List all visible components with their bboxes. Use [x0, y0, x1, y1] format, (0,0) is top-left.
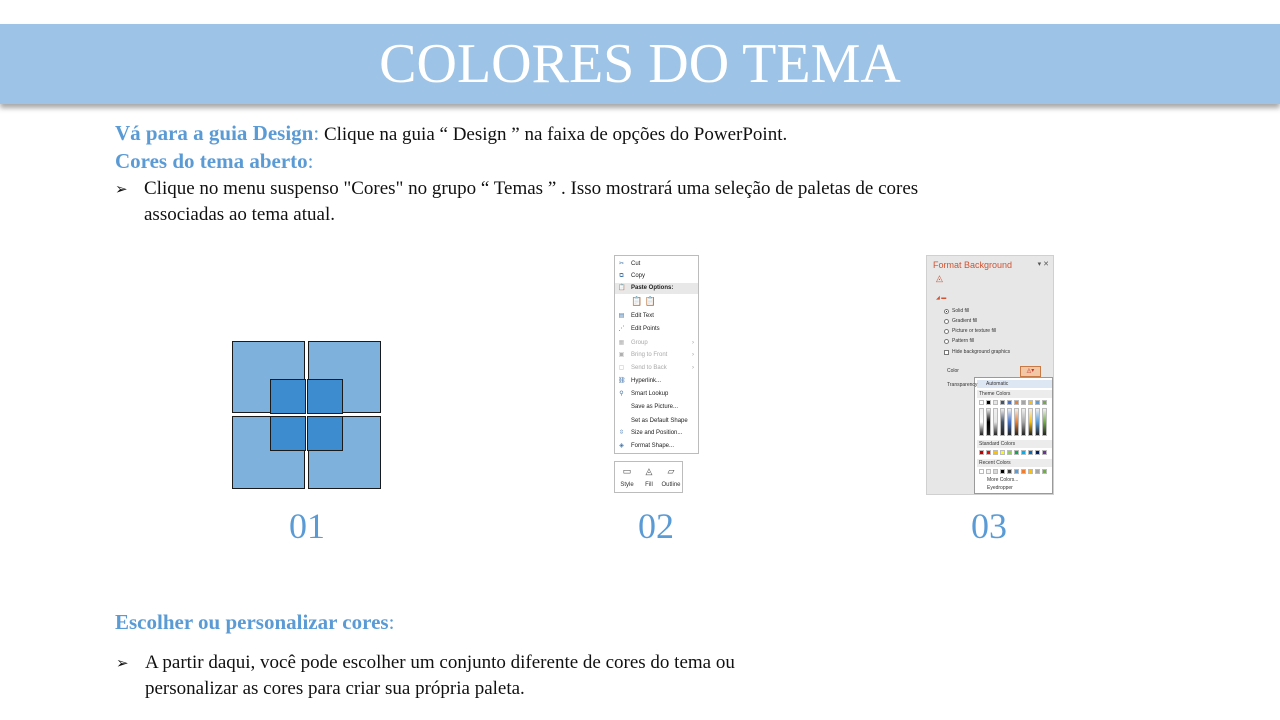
step2-bullet-line2: associadas ao tema atual. — [144, 204, 335, 225]
menu-item-format-shape — [615, 441, 698, 452]
minibar-label: Outline — [661, 482, 681, 488]
menu-item-group — [615, 338, 698, 349]
step3-bullet-line2: personalizar as cores para criar sua própria paleta. — [145, 678, 525, 699]
scissors-icon: ✂ — [618, 261, 625, 267]
theme-shade-column — [1021, 408, 1026, 436]
theme-shade-column — [1042, 408, 1047, 436]
menu-item-label: Paste Options: — [631, 285, 674, 291]
fill-section-toggle-icon: ◢ ▬ — [936, 295, 947, 301]
color-swatch — [1028, 400, 1033, 405]
menu-item-size-and-position — [615, 428, 698, 439]
color-swatch — [1014, 469, 1019, 474]
square-inner-bl — [270, 416, 306, 451]
paste-icon: 📋 — [618, 285, 626, 291]
menu-item-save-as-picture — [615, 402, 698, 413]
context-menu — [614, 255, 699, 454]
theme-shade-column — [993, 408, 998, 436]
square-inner-tl — [270, 379, 306, 414]
menu-item-label: Save as Picture... — [631, 404, 679, 410]
arrow-bullet-icon: ➢ — [115, 180, 128, 198]
color-swatch — [1028, 450, 1033, 455]
menu-item-bring-to-front — [615, 350, 698, 361]
smart-lookup-icon: ⚲ — [619, 391, 624, 397]
more-colors-option: More Colors... — [987, 477, 1019, 483]
color-swatch — [1042, 450, 1047, 455]
color-swatch — [1035, 450, 1040, 455]
step2-heading: Cores do tema aberto — [115, 149, 308, 173]
format-background-pane — [926, 255, 1054, 495]
theme-shade-column — [1028, 408, 1033, 436]
color-label: Color — [947, 368, 959, 374]
menu-item-label: Format Shape... — [631, 443, 675, 449]
color-swatch — [1021, 469, 1026, 474]
theme-shade-column — [1035, 408, 1040, 436]
standard-colors-header: Standard Colors — [977, 440, 1052, 448]
color-swatch — [1014, 450, 1019, 455]
theme-shade-column — [1014, 408, 1019, 436]
color-swatch — [1028, 469, 1033, 474]
step1-text: Clique na guia “ Design ” na faixa de opções do PowerPoint. — [319, 124, 788, 145]
minibar-fill-button — [638, 465, 660, 491]
color-swatch — [979, 450, 984, 455]
hide-background-label: Hide background graphics — [952, 349, 1011, 355]
recent-colors-row — [979, 469, 1047, 474]
fill-option-label: Pattern fill — [952, 338, 975, 344]
fill-icon: ◬ — [645, 466, 653, 476]
size-position-icon: ⇳ — [618, 430, 625, 436]
fill-option-label: Solid fill — [952, 308, 970, 314]
square-inner-br — [307, 416, 343, 451]
color-swatch — [1000, 400, 1005, 405]
fill-option-radio — [944, 309, 949, 314]
menu-item-label: Edit Text — [631, 313, 654, 319]
theme-shade-column — [1007, 408, 1012, 436]
fill-option-radio — [944, 329, 949, 334]
color-swatch — [1007, 450, 1012, 455]
minibar-style-button — [616, 465, 638, 491]
theme-shade-column — [986, 408, 991, 436]
format-shape-icon: ◈ — [619, 443, 624, 449]
fill-option-label: Picture or texture fill — [952, 328, 997, 334]
eyedropper-option: Eyedropper — [987, 485, 1013, 491]
edit-text-icon: ▤ — [618, 313, 625, 319]
recent-colors-header: Recent Colors — [977, 459, 1052, 467]
color-swatch — [986, 469, 991, 474]
menu-item-label: Send to Back — [631, 365, 667, 371]
menu-item-label: Group — [631, 340, 648, 346]
menu-item-send-to-back — [615, 363, 698, 374]
menu-item-smart-lookup — [615, 389, 698, 400]
color-swatch — [1035, 400, 1040, 405]
send-back-icon: ▢ — [618, 365, 625, 371]
step2-heading-line — [115, 148, 314, 176]
paste-options-icons: 📋 📋 — [631, 296, 656, 306]
submenu-chevron-icon: › — [692, 365, 694, 371]
menu-item-set-as-default-shape — [615, 416, 698, 427]
step3-heading-line — [115, 609, 394, 637]
menu-item-label: Smart Lookup — [631, 391, 669, 397]
color-swatch — [986, 450, 991, 455]
color-swatch — [1035, 469, 1040, 474]
step2-colon: : — [307, 149, 314, 173]
pane-close-icon: ▾ ✕ — [1037, 261, 1049, 268]
color-swatch — [993, 400, 998, 405]
bring-front-icon: ▣ — [618, 352, 625, 358]
menu-item-label: Size and Position... — [631, 430, 683, 436]
color-swatch — [993, 450, 998, 455]
automatic-color-option: Automatic — [977, 380, 1052, 388]
figure-number-1: 01 — [289, 506, 325, 546]
theme-shade-column — [979, 408, 984, 436]
step3-bullet-line1: A partir daqui, você pode escolher um conjunto diferente de cores do tema ou — [145, 652, 735, 673]
mini-toolbar — [614, 461, 683, 493]
color-swatch — [1021, 400, 1026, 405]
menu-item-paste-options — [615, 283, 698, 294]
hyperlink-icon: ⛓ — [618, 378, 626, 384]
submenu-chevron-icon: › — [692, 340, 694, 346]
fill-option-radio — [944, 339, 949, 344]
figure-number-3: 03 — [971, 506, 1007, 546]
group-icon: ▦ — [618, 340, 625, 346]
color-swatch — [1000, 469, 1005, 474]
color-picker-button: ◬▾ — [1020, 366, 1041, 377]
menu-item-label: Bring to Front — [631, 352, 668, 358]
step1-line — [115, 120, 787, 148]
menu-item-copy — [615, 271, 698, 282]
edit-points-icon: ⋰ — [618, 326, 625, 332]
slide-title: COLORES DO TEMA — [379, 33, 901, 95]
menu-item-label: Set as Default Shape — [631, 418, 688, 424]
fill-option-label: Gradient fill — [952, 318, 978, 324]
color-swatch — [993, 469, 998, 474]
color-swatch — [979, 469, 984, 474]
color-swatch — [1042, 469, 1047, 474]
fill-bucket-icon: ◬ — [936, 273, 943, 283]
arrow-bullet-icon: ➢ — [116, 654, 129, 672]
menu-item-cut — [615, 259, 698, 270]
menu-item-hyperlink — [615, 376, 698, 387]
color-swatch — [1014, 400, 1019, 405]
color-swatch — [1000, 450, 1005, 455]
menu-item-edit-points — [615, 324, 698, 335]
hide-background-checkbox — [944, 350, 949, 355]
style-icon: ▭ — [622, 466, 632, 476]
standard-colors-row — [979, 450, 1047, 455]
color-swatch — [1007, 400, 1012, 405]
menu-item-label: Copy — [631, 273, 646, 279]
color-swatch — [979, 400, 984, 405]
figure-number-2: 02 — [638, 506, 674, 546]
color-swatch — [1021, 450, 1026, 455]
menu-item-edit-text — [615, 311, 698, 322]
theme-shade-column — [1000, 408, 1005, 436]
menu-item-label: Edit Points — [631, 326, 660, 332]
color-swatch — [986, 400, 991, 405]
fill-option-radio — [944, 319, 949, 324]
transparency-label: Transparency — [947, 382, 978, 388]
color-swatch — [1042, 400, 1047, 405]
outline-icon: ▱ — [667, 466, 675, 476]
square-inner-tr — [307, 379, 343, 414]
theme-colors-row — [979, 400, 1047, 405]
step3-colon: : — [388, 610, 395, 634]
step3-heading: Escolher ou personalizar cores — [115, 610, 389, 634]
menu-item-label: Hyperlink... — [631, 378, 662, 384]
color-dropdown — [974, 377, 1053, 494]
step1-colon: : — [313, 121, 320, 145]
minibar-outline-button — [660, 465, 682, 491]
submenu-chevron-icon: › — [692, 352, 694, 358]
minibar-label: Style — [620, 482, 634, 488]
color-swatch — [1007, 469, 1012, 474]
menu-item-label: Cut — [631, 261, 641, 267]
copy-icon: ⧉ — [619, 273, 624, 279]
minibar-label: Fill — [645, 482, 653, 488]
step1-heading: Vá para a guia Design — [115, 121, 314, 145]
pane-title: Format Background — [933, 260, 1013, 270]
theme-colors-header: Theme Colors — [977, 390, 1052, 398]
step2-bullet-line1: Clique no menu suspenso "Cores" no grupo “ Temas ” . Isso mostrará uma seleção de paletas de cores — [144, 178, 919, 199]
